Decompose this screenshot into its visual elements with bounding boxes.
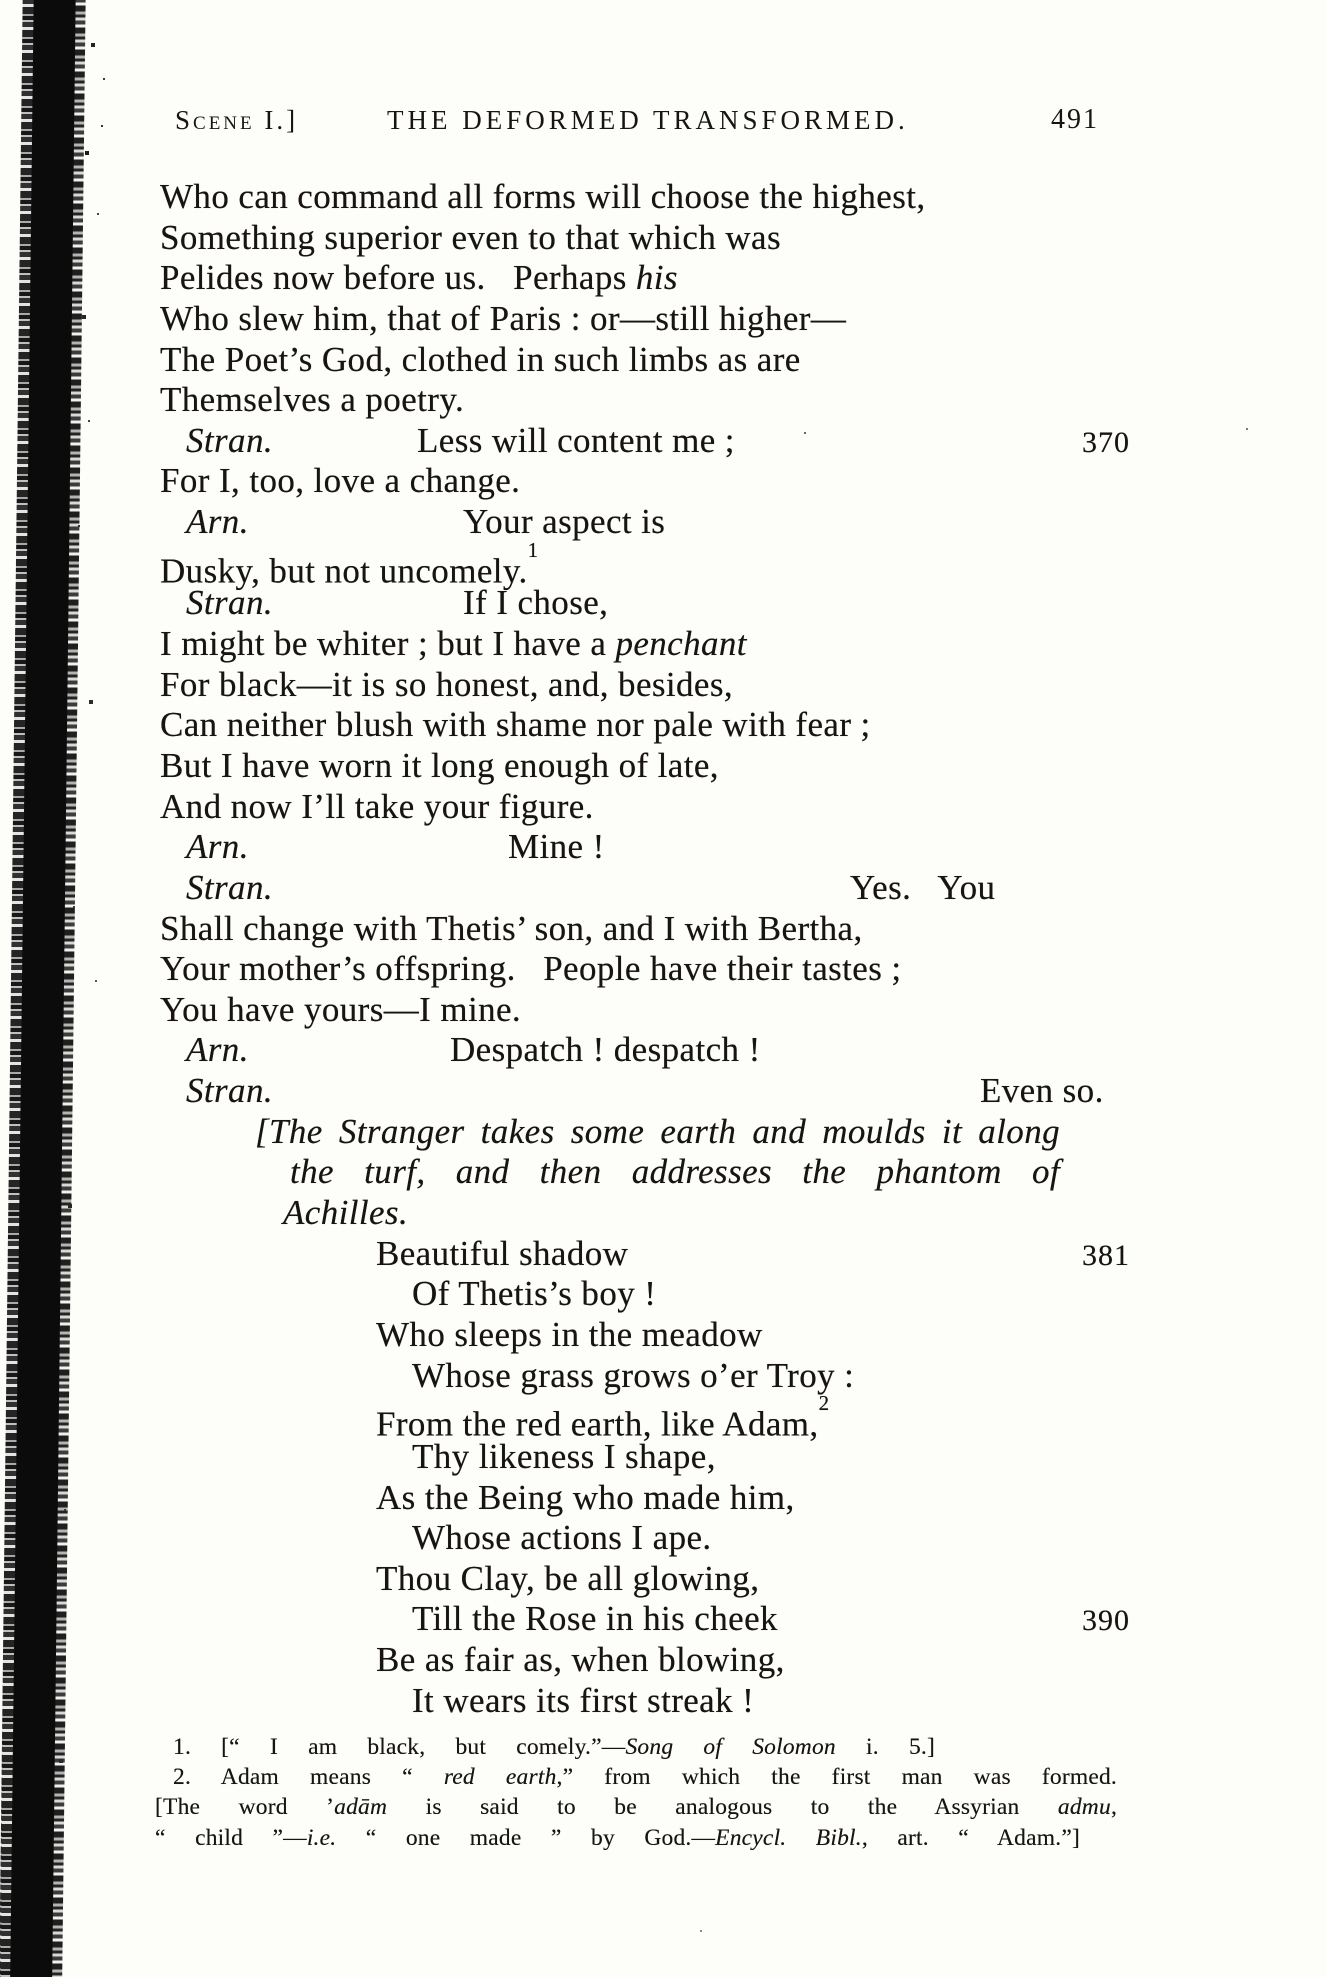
stage-direction [160,1152,1060,1193]
speaker-name: Stran. [186,1071,273,1111]
verse-line [160,827,1130,868]
footnotes-block [155,1732,1130,1853]
song-line [160,1681,1130,1722]
verse-text: The Poet’s God, clothed in such limbs as are [160,339,801,379]
song-text: Beautiful shadow [376,1233,629,1273]
verse-line [160,909,1130,950]
footnote-text: is said to be analogous to the Assyrian [387,1794,1058,1821]
song-text: As the Being who made him, [376,1477,795,1517]
song-text: Till the Rose in his cheek [412,1599,778,1639]
dialogue-text: If I chose, [463,583,609,623]
running-title: THE DEFORMED TRANSFORMED. [387,105,909,135]
verse-text: Your mother’s offspring. People have their tastes ; [160,949,902,989]
song-line [160,1559,1130,1600]
speaker-name: Arn. [186,1030,249,1070]
footnote [155,1762,1117,1792]
verse-text: You have yours—I mine. [160,989,522,1029]
footnote-text: 1. [“ I am black, but comely.”— [173,1734,626,1760]
speaker-name: Stran. [186,867,273,907]
stage-direction-text: the turf, and then addresses the phantom of [290,1152,1060,1192]
speaker-name: Stran. [186,583,273,623]
footnote-text: i. 5.] [835,1734,935,1760]
speaker-name: Stran. [186,420,273,460]
line-number: 370 [1082,425,1130,459]
verse-line [160,340,1130,381]
footnote-text-italic: i.e. [306,1824,337,1851]
verse-text: For I, too, love a change. [160,461,521,501]
footnote-text: “ child ”— [155,1824,307,1851]
verse-line [160,177,1130,218]
footnote-text: “ one made ” by God.— [336,1824,716,1851]
verse-text: And now I’ll take your figure. [160,786,594,826]
speaker-name: Arn. [186,827,249,867]
verse-text: I might be whiter ; but I have a [160,624,616,664]
song-text: Who sleeps in the meadow [376,1314,763,1354]
verse-line [160,665,1130,706]
song-line [160,1391,1130,1444]
footnote [155,1732,935,1762]
song-line [160,1274,1130,1315]
verse-line [160,787,1130,828]
dialogue-text: Mine ! [508,827,605,867]
dialogue-text: Even so. [980,1071,1104,1111]
verse-line [160,624,1130,665]
footnote-text-italic: admu [1057,1794,1111,1821]
song-text: From the red earth, like Adam, [376,1404,819,1444]
verse-text: Themselves a poetry. [160,380,465,420]
song-text: Whose grass grows o’er Troy : [412,1355,855,1395]
footnote-text-italic: Song of Solomon [625,1734,836,1760]
footnote-marker-1: 1 [527,537,539,562]
verse-line [160,502,1130,543]
verse-line [160,299,1130,340]
song-text: Whose actions I ape. [412,1518,712,1558]
footnote-text: , [1110,1794,1118,1821]
verse-line [160,1030,1130,1071]
verse-text: For black—it is so honest, and, besides, [160,664,734,704]
line-number: 381 [1082,1238,1130,1272]
song-text: It wears its first streak ! [412,1680,755,1720]
speaker-name: Arn. [186,502,249,542]
dialogue-text: Yes. You [850,867,996,907]
verse-text-italic: penchant [615,624,747,664]
dialogue-text: Less will content me ; [417,420,735,460]
scene-label: Scene I.] [175,105,299,135]
footnote-text: [The word ’ [155,1794,335,1821]
page-number: 491 [1051,104,1099,135]
verse-line [160,380,1130,421]
verse-line [160,705,1130,746]
song-line [160,1315,1130,1356]
page-header [0,101,1327,139]
footnote-text: , art. “ Adam.”] [861,1824,1080,1851]
verse-text: Something superior even to that which was [160,217,782,257]
song-line [160,1356,1130,1397]
song-line [160,1234,1130,1275]
song-line [160,1478,1130,1519]
song-text: Of Thetis’s boy ! [412,1274,657,1314]
stage-direction-text: Achilles. [283,1193,409,1233]
song-text: Thou Clay, be all glowing, [376,1558,760,1598]
footnote-text: ,” from which the first man was formed. [556,1764,1118,1791]
song-text: Thy likeness I shape, [412,1436,716,1476]
verse-text-italic: his [635,258,678,298]
scan-edge-band [9,0,76,1977]
verse-line [160,218,1130,259]
song-line [160,1437,1130,1478]
verse-text: Can neither blush with shame nor pale with fear ; [160,705,871,745]
footnote-text-italic: Encycl. Bibl. [715,1824,862,1851]
song-line [160,1599,1130,1640]
stage-direction [160,1112,1060,1153]
verse-text: Who slew him, that of Paris : or—still higher— [160,298,847,338]
verse-line [160,746,1130,787]
stage-direction-text: [The Stranger takes some earth and moulds it along [255,1111,1060,1151]
footnote-marker-2: 2 [818,1391,830,1416]
verse-text: Who can command all forms will choose the highest, [160,177,926,216]
song-text: Be as fair as, when blowing, [376,1640,785,1680]
verse-text: But I have worn it long enough of late, [160,745,719,785]
footnote [155,1823,1080,1853]
dialogue-text: Despatch ! despatch ! [450,1030,761,1070]
verse-line [160,537,1130,591]
verse-line [160,990,1130,1031]
footnote-text: 2. Adam means “ [173,1764,444,1791]
footnote [155,1792,1117,1822]
footnote-text-italic: adām [334,1794,388,1821]
verse-line [160,461,1130,502]
verse-line [160,583,1130,624]
verse-text: Dusky, but not uncomely. [160,551,528,591]
verse-line [160,421,1130,462]
play-text-body [160,177,1130,1721]
verse-text: Pelides now before us. Perhaps [160,258,636,298]
verse-line [160,1071,1130,1112]
verse-line [160,949,1130,990]
verse-text: Shall change with Thetis’ son, and I with Bertha, [160,908,863,948]
footnote-text-italic: red earth [443,1764,557,1791]
song-line [160,1640,1130,1681]
verse-line [160,868,1130,909]
song-line [160,1518,1130,1559]
stage-direction [160,1193,1130,1234]
scan-speckles [0,0,2,2]
dialogue-text: Your aspect is [463,502,666,542]
verse-line [160,258,1130,299]
line-number: 390 [1082,1604,1130,1638]
